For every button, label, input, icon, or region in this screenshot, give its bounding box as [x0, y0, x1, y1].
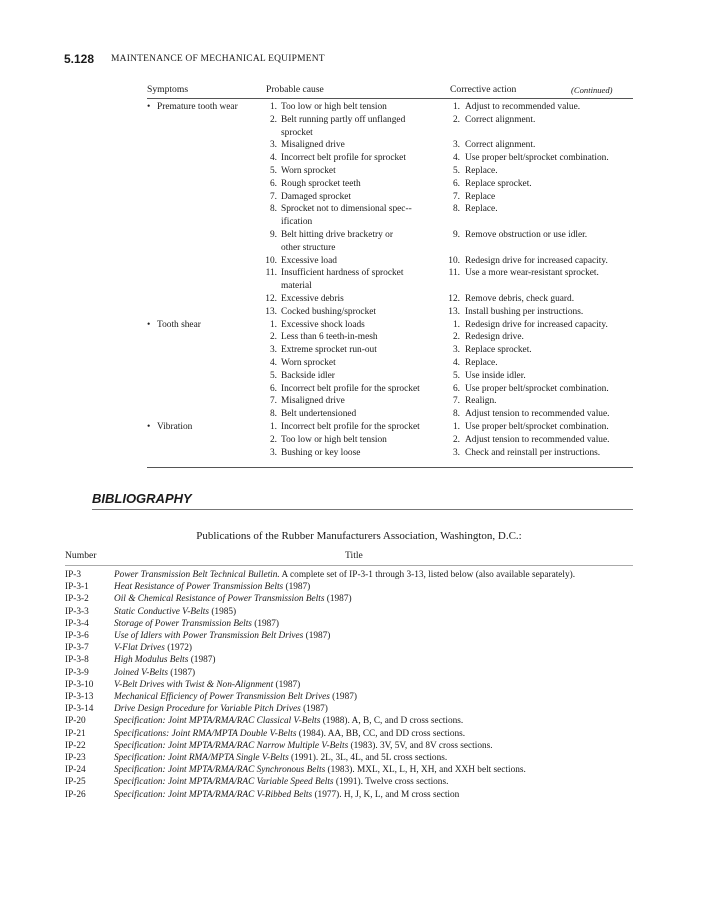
- entry-number: IP-3-7: [65, 643, 89, 654]
- action-number: 4.: [452, 358, 460, 368]
- bibliography-entry: [65, 692, 357, 702]
- entry-note: (1984). AA, BB, CC, and DD cross sections.: [296, 728, 466, 739]
- bibliography-entry: [65, 655, 216, 665]
- entry-title: Heat Resistance of Power Transmission Belts: [114, 582, 284, 593]
- symptom-label: [147, 422, 192, 432]
- cause-text: Insufficient hardness of sprocket: [281, 268, 404, 279]
- entry-note: (1988). A, B, C, and D cross sections.: [320, 716, 464, 727]
- action-number: 7.: [452, 396, 460, 407]
- col-title: Title: [345, 550, 363, 561]
- cause-text: Rough sprocket teeth: [281, 178, 361, 189]
- entry-note: (1991). Twelve cross sections.: [333, 777, 449, 788]
- cause-number: 2.: [269, 114, 277, 125]
- action-number: 7.: [452, 191, 460, 202]
- action-text: Adjust to recommended value.: [465, 102, 581, 112]
- entry-number: IP-25: [65, 777, 86, 788]
- cause-number: 13.: [265, 306, 277, 317]
- action-text: Replace.: [465, 358, 498, 368]
- entry-note: (1987): [167, 667, 196, 678]
- action-text: Use a more wear-resistant sprocket.: [465, 268, 599, 279]
- bibliography-entry: [65, 753, 447, 763]
- entry-title: V-Flat Drives: [114, 643, 165, 654]
- bibliography-entry: [65, 790, 459, 800]
- action-number: 3.: [452, 345, 460, 356]
- action-text: Adjust tension to recommended value.: [465, 409, 610, 420]
- cause-number: 6.: [269, 178, 277, 189]
- cause-text: Less than 6 teeth-in-mesh: [281, 332, 378, 343]
- entry-title: Drive Design Procedure for Variable Pitch Drives: [114, 704, 301, 715]
- bibliography-entry: [65, 570, 575, 580]
- entry-number: IP-3-9: [65, 667, 89, 678]
- entry-number: IP-3-14: [65, 704, 94, 715]
- entry-number: IP-23: [65, 753, 86, 763]
- bibliography-entry: [65, 765, 526, 775]
- entry-note: (1983). MXL, XL, L, H, XH, and XXH belt sections.: [325, 765, 526, 776]
- cause-number: 2.: [269, 434, 277, 445]
- entry-note: (1987): [324, 594, 352, 605]
- cause-text: Damaged sprocket: [281, 191, 352, 202]
- cause-number: 1.: [269, 102, 277, 112]
- bibliography-entry: [65, 582, 310, 592]
- action-number: 5.: [452, 370, 460, 381]
- bibliography-rule: [92, 509, 633, 510]
- action-text: Replace.: [465, 204, 498, 215]
- cause-number: 12.: [265, 294, 277, 304]
- entry-title: Mechanical Efficiency of Power Transmission Belt Drives: [114, 692, 330, 702]
- col-probable-cause: Probable cause: [266, 84, 324, 95]
- bullet-icon: •: [147, 422, 151, 432]
- entry-title: Storage of Power Transmission Belts: [114, 618, 252, 629]
- bullet-icon: •: [147, 102, 151, 112]
- cause-text: material: [281, 281, 312, 292]
- bullet-icon: •: [147, 319, 151, 330]
- bibliography-entry: [65, 619, 279, 629]
- cause-number: 10.: [265, 255, 277, 266]
- cause-number: 4.: [269, 358, 277, 368]
- cause-text: Belt running partly off unflanged: [281, 114, 406, 125]
- entry-number: IP-3-8: [65, 655, 89, 666]
- action-number: 12.: [448, 294, 460, 304]
- entry-note: (1983). 3V, 5V, and 8V cross sections.: [348, 740, 493, 751]
- entry-title: Use of Idlers with Power Transmission Belt Drives: [114, 631, 304, 641]
- cause-number: 9.: [269, 230, 277, 240]
- cause-text: Extreme sprocket run-out: [281, 345, 377, 356]
- entry-note: (1987): [283, 582, 311, 593]
- entry-title: Specification: Joint MPTA/RMA/RAC Synchronous Belts: [114, 765, 326, 776]
- symptom-label: [147, 320, 201, 330]
- cause-text: Too low or high belt tension: [281, 102, 387, 112]
- action-text: Realign.: [465, 396, 497, 407]
- cause-text: Bushing or key loose: [281, 447, 361, 458]
- col-corrective-action: Corrective action: [450, 84, 517, 95]
- action-number: 6.: [452, 178, 460, 189]
- continued-label: (Continued): [571, 85, 613, 95]
- entry-number: IP-24: [65, 765, 86, 776]
- action-number: 2.: [452, 114, 460, 125]
- symptom-label: [147, 102, 238, 112]
- entry-title: Static Conductive V-Belts: [114, 606, 210, 617]
- cause-text: Excessive debris: [281, 294, 344, 304]
- action-number: 1.: [452, 422, 460, 432]
- cause-number: 3.: [269, 140, 277, 151]
- action-number: 6.: [452, 383, 460, 394]
- bibliography-entry: [65, 631, 330, 641]
- cause-number: 4.: [269, 153, 277, 164]
- cause-number: 6.: [269, 383, 277, 394]
- entry-title: Specifications: Joint RMA/MPTA Double V-Belts: [114, 728, 297, 739]
- cause-number: 7.: [269, 396, 277, 407]
- bib-header-rule: [65, 565, 633, 566]
- action-number: 10.: [448, 255, 460, 266]
- entry-note: (1985): [209, 606, 237, 617]
- action-number: 9.: [452, 230, 460, 240]
- cause-text: other structure: [281, 242, 336, 253]
- col-symptoms: Symptoms: [147, 84, 189, 95]
- bibliography-entry: [65, 777, 448, 787]
- entry-note: (1987): [300, 704, 328, 715]
- cause-text: sprocket: [281, 127, 313, 138]
- action-number: 3.: [452, 447, 460, 458]
- action-text: Redesign drive for increased capacity.: [465, 255, 608, 266]
- cause-text: Excessive shock loads: [281, 319, 365, 330]
- entry-title: Joined V-Belts: [114, 667, 168, 678]
- bibliography-entry: [65, 594, 352, 604]
- col-number: Number: [65, 550, 97, 561]
- cause-text: Worn sprocket: [281, 166, 336, 176]
- cause-number: 3.: [269, 345, 277, 356]
- entry-title: High Modulus Belts: [114, 655, 189, 666]
- bibliography-entry: [65, 643, 192, 653]
- cause-text: Sprocket not to dimensional spec--: [281, 204, 412, 215]
- action-number: 2.: [452, 434, 460, 445]
- entry-note: (1987): [273, 679, 301, 690]
- entry-title: Specification: Joint MPTA/RMA/RAC Classical V-Belts: [114, 716, 321, 727]
- action-number: 8.: [452, 409, 460, 420]
- bibliography-entry: [65, 607, 236, 617]
- cause-text: Excessive load: [281, 255, 337, 266]
- cause-text: Incorrect belt profile for the sprocket: [281, 383, 420, 394]
- running-title: MAINTENANCE OF MECHANICAL EQUIPMENT: [111, 54, 325, 64]
- entry-number: IP-3-10: [65, 679, 94, 690]
- action-number: 8.: [452, 204, 460, 215]
- cause-number: 7.: [269, 191, 277, 202]
- entry-note: (1977). H, J, K, L, and M cross section: [312, 789, 460, 800]
- action-text: Use proper belt/sprocket combination.: [465, 153, 609, 164]
- action-text: Use inside idler.: [465, 370, 526, 381]
- entry-number: IP-3-3: [65, 606, 89, 617]
- page-number: 5.128: [64, 52, 95, 66]
- entry-title: Oil & Chemical Resistance of Power Transmission Belts: [114, 594, 325, 605]
- table-top-rule: [147, 98, 633, 99]
- bibliography-entry: [65, 741, 493, 751]
- action-number: 1.: [452, 319, 460, 330]
- action-text: Correct alignment.: [465, 140, 536, 151]
- entry-number: IP-20: [65, 716, 86, 727]
- action-text: Redesign drive.: [465, 332, 524, 343]
- entry-note: (1972): [164, 643, 192, 654]
- cause-text: Misaligned drive: [281, 396, 345, 407]
- action-text: Install bushing per instructions.: [465, 306, 584, 317]
- cause-number: 3.: [269, 447, 277, 458]
- action-number: 11.: [448, 268, 460, 279]
- entry-note: (1991). 2L, 3L, 4L, and 5L cross sections.: [288, 753, 448, 763]
- cause-number: 8.: [269, 204, 277, 215]
- cause-text: Incorrect belt profile for sprocket: [281, 153, 406, 164]
- symptom-text: Tooth shear: [157, 319, 201, 330]
- action-number: 1.: [452, 102, 460, 112]
- entry-title: Power Transmission Belt Technical Bulletin.: [114, 570, 280, 580]
- action-text: Replace: [465, 191, 496, 202]
- entry-number: IP-3-1: [65, 582, 89, 593]
- action-number: 13.: [448, 306, 460, 317]
- cause-text: Incorrect belt profile for the sprocket: [281, 422, 420, 432]
- cause-text: Belt undertensioned: [281, 409, 357, 420]
- entry-note: (1987): [188, 655, 216, 666]
- entry-note: A complete set of IP-3-1 through 3-13, listed below (also available separately).: [279, 570, 576, 580]
- cause-text: Backside idler: [281, 370, 335, 381]
- action-text: Use proper belt/sprocket combination.: [465, 422, 609, 432]
- action-text: Replace.: [465, 166, 498, 176]
- bibliography-heading: BIBLIOGRAPHY: [92, 491, 192, 506]
- action-text: Use proper belt/sprocket combination.: [465, 383, 609, 394]
- entry-number: IP-26: [65, 789, 86, 800]
- bibliography-entry: [65, 704, 328, 714]
- entry-number: IP-3-6: [65, 631, 89, 641]
- bibliography-entry: [65, 680, 300, 690]
- bibliography-entry: [65, 716, 463, 726]
- action-text: Replace sprocket.: [465, 178, 532, 189]
- entry-title: Specification: Joint MPTA/RMA/RAC Narrow Multiple V-Belts: [114, 740, 349, 751]
- action-text: Adjust tension to recommended value.: [465, 434, 610, 445]
- entry-note: (1987): [329, 692, 357, 702]
- action-text: Check and reinstall per instructions.: [465, 447, 601, 458]
- entry-number: IP-3-2: [65, 594, 89, 605]
- entry-number: IP-3-13: [65, 692, 94, 702]
- cause-number: 1.: [269, 319, 277, 330]
- entry-number: IP-3: [65, 570, 82, 580]
- cause-text: ification: [281, 217, 313, 228]
- publisher-line: Publications of the Rubber Manufacturers Association, Washington, D.C.:: [196, 530, 522, 542]
- cause-text: Belt hitting drive bracketry or: [281, 230, 393, 240]
- cause-number: 11.: [265, 268, 277, 279]
- action-number: 3.: [452, 140, 460, 151]
- action-text: Correct alignment.: [465, 114, 536, 125]
- entry-number: IP-22: [65, 740, 86, 751]
- symptom-text: Premature tooth wear: [157, 102, 238, 112]
- cause-text: Cocked bushing/sprocket: [281, 306, 377, 317]
- entry-title: Specification: Joint MPTA/RMA/RAC Variable Speed Belts: [114, 777, 334, 788]
- cause-text: Worn sprocket: [281, 358, 336, 368]
- cause-number: 2.: [269, 332, 277, 343]
- entry-title: Specification: Joint MPTA/RMA/RAC V-Ribbed Belts: [114, 789, 313, 800]
- bibliography-entry: [65, 729, 465, 739]
- entry-number: IP-21: [65, 728, 86, 739]
- cause-number: 1.: [269, 422, 277, 432]
- table-bottom-rule: [147, 467, 633, 468]
- bibliography-entry: [65, 668, 195, 678]
- cause-number: 8.: [269, 409, 277, 420]
- symptom-text: Vibration: [157, 422, 193, 432]
- entry-note: (1987): [251, 618, 280, 629]
- cause-text: Too low or high belt tension: [281, 434, 387, 445]
- action-number: 2.: [452, 332, 460, 343]
- entry-note: (1987): [303, 631, 331, 641]
- entry-number: IP-3-4: [65, 618, 89, 629]
- entry-title: V-Belt Drives with Twist & Non-Alignment: [114, 679, 274, 690]
- action-text: Replace sprocket.: [465, 345, 532, 356]
- cause-number: 5.: [269, 370, 277, 381]
- cause-number: 5.: [269, 166, 277, 176]
- action-number: 5.: [452, 166, 460, 176]
- cause-text: Misaligned drive: [281, 140, 345, 151]
- action-text: Redesign drive for increased capacity.: [465, 319, 608, 330]
- action-text: Remove obstruction or use idler.: [465, 230, 588, 240]
- entry-title: Specification: Joint RMA/MPTA Single V-Belts: [114, 753, 289, 763]
- action-number: 4.: [452, 153, 460, 164]
- action-text: Remove debris, check guard.: [465, 294, 575, 304]
